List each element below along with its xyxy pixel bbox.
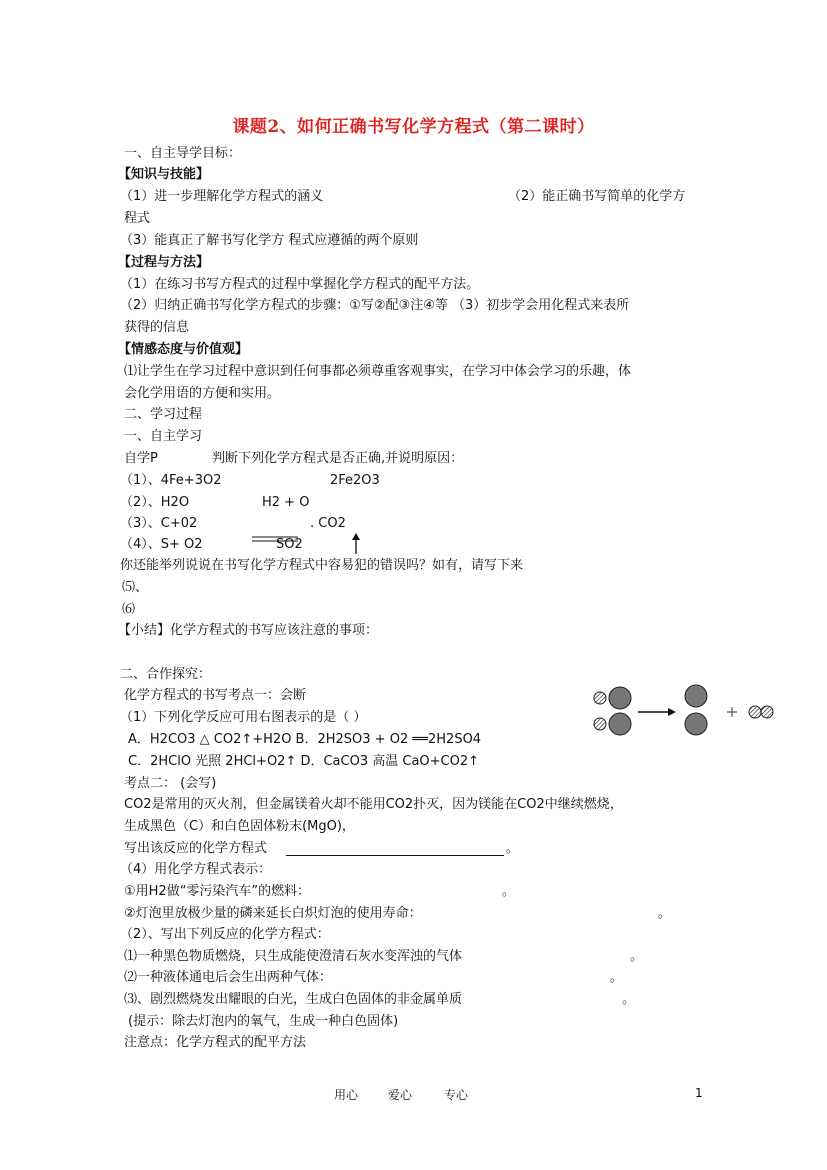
text-line: 注意点：化学方程式的配平方法 [124, 1035, 307, 1050]
subheading-process: 【过程与方法】 [118, 255, 210, 270]
plus-sign [727, 707, 737, 717]
text-line: ②灯泡里放极少量的磷来延长白炽灯泡的使用寿命： [124, 906, 422, 921]
product-molecules [685, 685, 707, 735]
option-line: C．2HClO 光照 2HCl+O2↑ D．CaCO3 高温 CaO+CO2↑ [128, 754, 480, 769]
text-line: ⑵一种液体通电后会生出两种气体： [124, 970, 333, 985]
section-heading: 一、自主导学目标： [124, 146, 242, 161]
section-heading: 二、学习过程 [124, 407, 203, 422]
page-number: 1 [695, 1086, 703, 1100]
text-line: （4）用化学方程式表示： [120, 862, 272, 877]
text-line: 。 [502, 884, 516, 899]
equation-line: （1）、4Fe+3O2 [120, 473, 222, 488]
answer-blank[interactable] [286, 855, 504, 856]
section-heading: 一、自主学习 [124, 429, 203, 444]
text-line: 。 [610, 970, 624, 985]
equation-line: . CO2 [310, 516, 346, 531]
text-line: （3）能真正了解书写化学方 程式应遵循的两个原则 [120, 233, 419, 248]
equation-line: H2 + O [262, 495, 310, 510]
reaction-arrow [638, 708, 676, 716]
text-line: 获得的信息 [124, 320, 190, 335]
text-line: 判断下列化学方程式是否正确,并说明原因： [212, 451, 464, 466]
footer-item: 专心 [444, 1088, 469, 1102]
text-line: （2）归纳正确书写化学方程式的步骤：①写②配③注④等 （3）初步学会用化程式来表所 [120, 298, 630, 313]
diatomic-molecule [749, 706, 773, 718]
text-line: ⑴让学生在学习过程中意识到任何事都必须尊重客观事实，在学习中体会学习的乐趣，体 [124, 364, 632, 379]
text-line: 自学P [124, 451, 158, 466]
text-line: CO2是常用的灭火剂，但金属镁着火却不能用CO2扑灭，因为镁能在CO2中继续燃烧， [124, 797, 623, 812]
text-line: （2）、写出下列反应的化学方程式： [120, 927, 330, 942]
hint-line: (提示：除去灯泡内的氧气，生成一种白色固体) [128, 1014, 399, 1029]
section-heading: 二、合作探究： [120, 667, 212, 682]
text-line: 。 [658, 906, 672, 921]
text-line: 程式 [124, 211, 151, 226]
text-line: （1）进一步理解化学方程式的涵义 [120, 189, 324, 204]
text-line: ⑸、 [122, 580, 149, 595]
arrow-head [352, 533, 360, 540]
text-line: 你还能举列说说在书写化学方程式中容易犯的错误吗？如有，请写下来 [120, 558, 524, 573]
footer-item: 爱心 [388, 1088, 413, 1102]
text-line: 考点二： (会写) [124, 776, 217, 791]
question-line: （1）下列化学反应可用右图表示的是（ ） [120, 710, 367, 725]
equation-marks [250, 532, 362, 556]
equation-line: （2）、H2O [120, 495, 190, 510]
equation-line: （4）、S+ O2 [120, 537, 203, 552]
subheading-knowledge: 【知识与技能】 [118, 167, 210, 182]
equation-line: SO2 [276, 537, 303, 552]
text-line: ⑹ [122, 602, 136, 617]
text-line: （2）能正确书写简单的化学方 [508, 189, 686, 204]
document-title: 课题2、如何正确书写化学方程式（第二课时） [232, 117, 595, 137]
text-line: （1）在练习书写方程式的过程中掌握化学方程式的配平方法。 [120, 277, 480, 292]
equation-line: （3）、C+02 [120, 516, 198, 531]
footer-item: 用心 [334, 1088, 359, 1102]
text-line: 化学方程式的书写考点一：会断 [124, 688, 307, 703]
text-line: 。 [630, 949, 644, 964]
option-line: A．H2CO3 △ CO2↑+H2O B．2H2SO3 + O2 ══2H2SO4 [128, 732, 482, 747]
equation-line: 2Fe2O3 [330, 473, 380, 488]
text-line: 会化学用语的方便和实用。 [124, 386, 281, 401]
text-line: ①用H2做“零污染汽车”的燃料： [124, 884, 311, 899]
reactant-molecules [594, 687, 631, 735]
text-line: 。 [622, 992, 636, 1007]
summary-line: 【小结】化学方程式的书写应该注意的事项： [118, 623, 379, 638]
molecule-diagram [588, 684, 784, 754]
text-line: ⑶、剧烈燃烧发出耀眼的白光，生成白色固体的非金属单质 [124, 992, 463, 1007]
text-line: 。 [506, 841, 520, 856]
text-line: 生成黑色（C）和白色固体粉末(MgO)， [124, 819, 355, 834]
text-line: 写出该反应的化学方程式 [124, 841, 268, 856]
text-line: ⑴一种黑色物质燃烧，只生成能使澄清石灰水变浑浊的气体 [124, 949, 463, 964]
subheading-attitude: 【情感态度与价值观】 [118, 342, 249, 357]
